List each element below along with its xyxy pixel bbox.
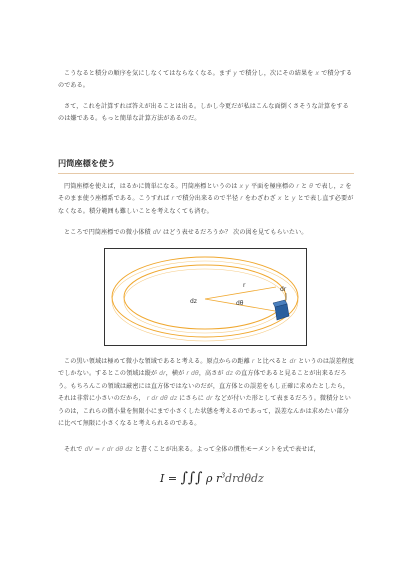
eq-equals: = — [167, 472, 178, 485]
label-dr: dr — [280, 286, 287, 293]
paragraph-volume-element-question: ところで円筒座標での微小体積 dV はどう表せるだろうか？ 次の図を見てもらいたい。 — [64, 229, 308, 236]
eq-rho: ρ — [205, 472, 213, 485]
eq-differentials: drdθdz — [225, 472, 264, 485]
section-heading: 円筒座標を使う — [58, 158, 116, 168]
paragraph-cylindrical-coords: 円筒座標を使えば，はるかに簡単になる。円筒座標というのは x y 平面を極座標の r と θ で表し，z をそのまま使う座標系である。こうすれば r で積分出来るので半径 r をわざわざ x と y とで表し直す必要がなくなる。積分範囲も難しいことを考えなくても済む。 — [58, 183, 354, 215]
eq-lhs: I — [160, 472, 165, 485]
eq-exponent: 3 — [221, 472, 226, 480]
label-dz: dz — [190, 298, 197, 305]
inner-ring — [124, 265, 286, 329]
heading-underline — [58, 173, 354, 174]
paragraph-integration-order: こうなると積分の順序を気にしなくてはならなくなる。まず y で積分し，次にその結果を x で積分するのである。 — [58, 70, 353, 90]
cylindrical-volume-figure — [104, 248, 307, 346]
paragraph-infinitesimal-region: この黒い領域は極めて微小な領域であると考える。原点からの距離 r と比べると dr というのは誤差程度でしかない。するとこの領域は縦が dr，横が r dθ，高さが dz の直方体であると見ることが出来るだろう。もちろんこの領域は厳密には直方体ではないのだが，直方体との誤差をもし正確に求めたとしたら，それは非常に小さいのだから， r dr dθ dz にさらに dr などが付いた形として表まるだろう。微積分というのは，これらの微小量を無限小にまで小さくした状態を考えるのであって，誤差なんかは求めたい部分に比べて無限に小さくなると考えられるのである。 — [58, 358, 354, 428]
label-dtheta: dθ — [236, 300, 244, 307]
moment-of-inertia-equation — [160, 470, 264, 486]
eq-triple-integral: ∫∫∫ — [180, 470, 203, 486]
inner-ring-bottom — [124, 269, 286, 333]
eq-r: r — [215, 472, 222, 485]
paragraph-easier-method: さて，これを計算すれば答えが出ることは出る。しかし今更だが私はこんな面倒くさそうな計算をするのは嫌である。もっと簡単な計算方法があるのだ。 — [58, 103, 349, 123]
radius-line-upper — [205, 287, 276, 299]
label-r: r — [243, 282, 246, 289]
paragraph-dv-formula: それで dV = r dr dθ dz と書くことが出来る。よって全体の慣性モーメントを式で表せば， — [64, 446, 320, 453]
figure-svg — [105, 249, 306, 345]
